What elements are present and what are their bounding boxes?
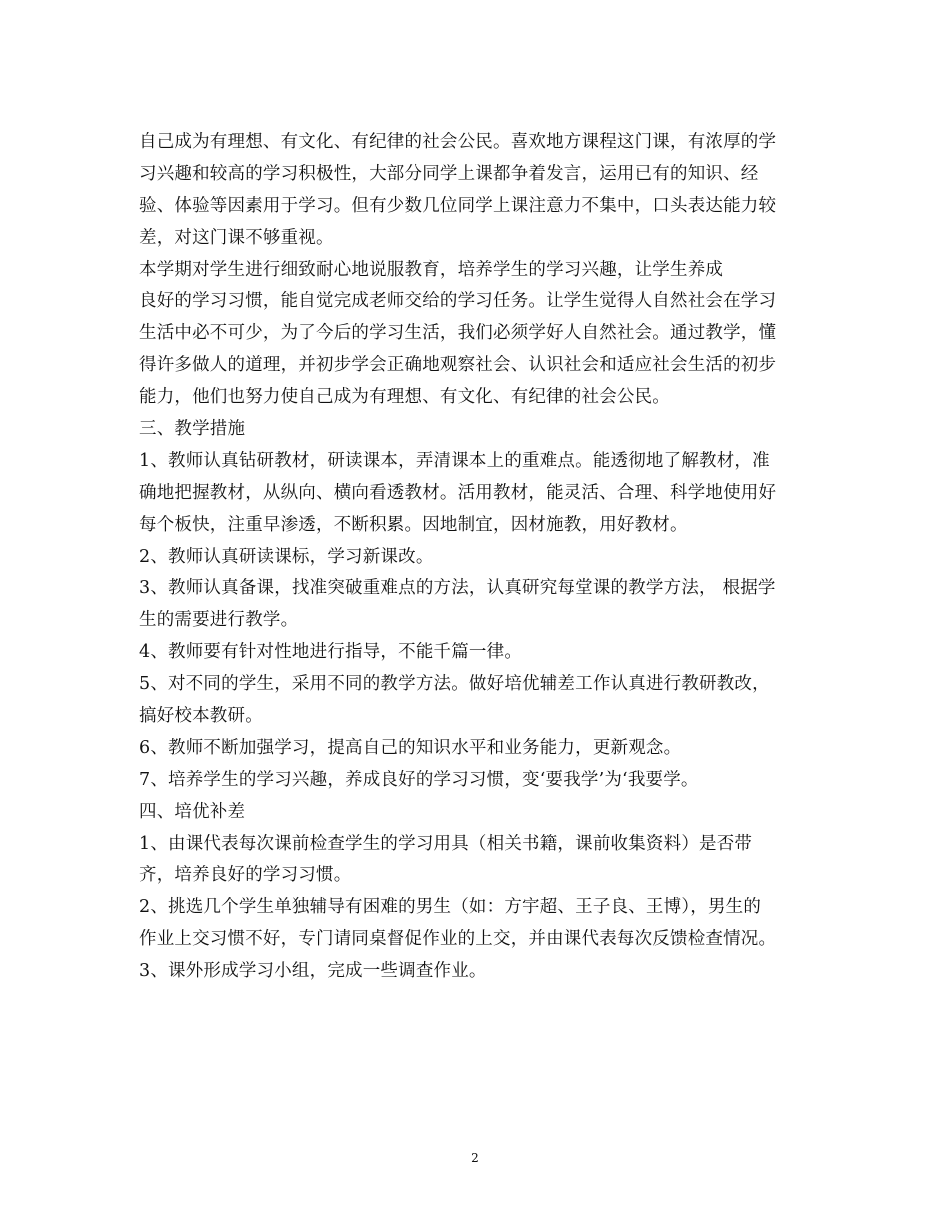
document-body — [139, 127, 815, 988]
body-line-12: 确地把握教材，从纵向、横向看透教材。活用教材，能灵活、合理、科学地使用好 — [139, 482, 777, 503]
body-line-14: 2、教师认真研读课标，学习新课改。 — [139, 546, 434, 567]
body-line-18: 5、对不同的学生，采用不同的教学方法。做好培优辅差工作认真进行教研教改， — [139, 674, 770, 695]
body-line-21: 7、培养学生的学习兴趣，养成良好的学习习惯，变‘要我学’为‘我要学。 — [139, 769, 699, 790]
page-number: 2 — [471, 1151, 479, 1165]
body-line-5: 本学期对学生进行细致耐心地说服教育，培养学生的学习兴趣，让学生养成 — [139, 259, 724, 280]
body-line-8: 得许多做人的道理，并初步学会正确地观察社会、认识社会和适应社会生活的初步 — [139, 355, 777, 376]
section-heading-tutoring: 四、培优补差 — [139, 801, 246, 822]
body-line-1: 自己成为有理想、有文化、有纪律的社会公民。喜欢地方课程这门课，有浓厚的学 — [139, 132, 777, 152]
body-line-20: 6、教师不断加强学习，提高自己的知识水平和业务能力，更新观念。 — [139, 737, 682, 758]
body-line-6: 良好的学习习惯，能自觉完成老师交给的学习任务。让学生觉得人自然社会在学习 — [139, 291, 777, 312]
body-line-25: 2、挑选几个学生单独辅导有困难的男生（如：方宇超、王子良、王博），男生的 — [139, 897, 762, 918]
body-line-24: 齐，培养良好的学习习惯。 — [139, 865, 352, 886]
section-heading-teaching-measures: 三、教学措施 — [139, 419, 246, 440]
body-line-27: 3、课外形成学习小组，完成一些调查作业。 — [139, 961, 487, 982]
body-line-19: 搞好校本教研。 — [139, 706, 263, 727]
body-line-2: 习兴趣和较高的学习积极性，大部分同学上课都争着发言，运用已有的知识、经 — [139, 163, 759, 184]
body-line-23: 1、由课代表每次课前检查学生的学习用具（相关书籍，课前收集资料）是否带 — [139, 833, 753, 854]
body-line-15: 3、教师认真备课，找准突破重难点的方法，认真研究每堂课的教学方法， 根据学 — [139, 578, 776, 599]
body-line-4: 差，对这门课不够重视。 — [139, 227, 334, 248]
body-line-11: 1、教师认真钻研教材，研读课本，弄清课本上的重难点。能透彻地了解教材，准 — [139, 450, 770, 471]
body-line-17: 4、教师要有针对性地进行指导，不能千篇一律。 — [139, 642, 523, 663]
body-line-9: 能力，他们也努力使自己成为有理想、有文化、有纪律的社会公民。 — [139, 387, 670, 408]
body-line-16: 生的需要进行教学。 — [139, 610, 299, 631]
body-line-3: 验、体验等因素用于学习。但有少数几位同学上课注意力不集中，口头表达能力较 — [139, 195, 777, 216]
body-line-13: 每个板快，注重早渗透，不断积累。因地制宜，因材施教，用好教材。 — [139, 514, 688, 535]
body-line-7: 生活中必不可少，为了今后的学习生活，我们必须学好人自然社会。通过教学，懂 — [139, 323, 777, 344]
body-line-26: 作业上交习惯不好，专门请同桌督促作业的上交，并由课代表每次反馈检查情况。 — [139, 929, 777, 950]
